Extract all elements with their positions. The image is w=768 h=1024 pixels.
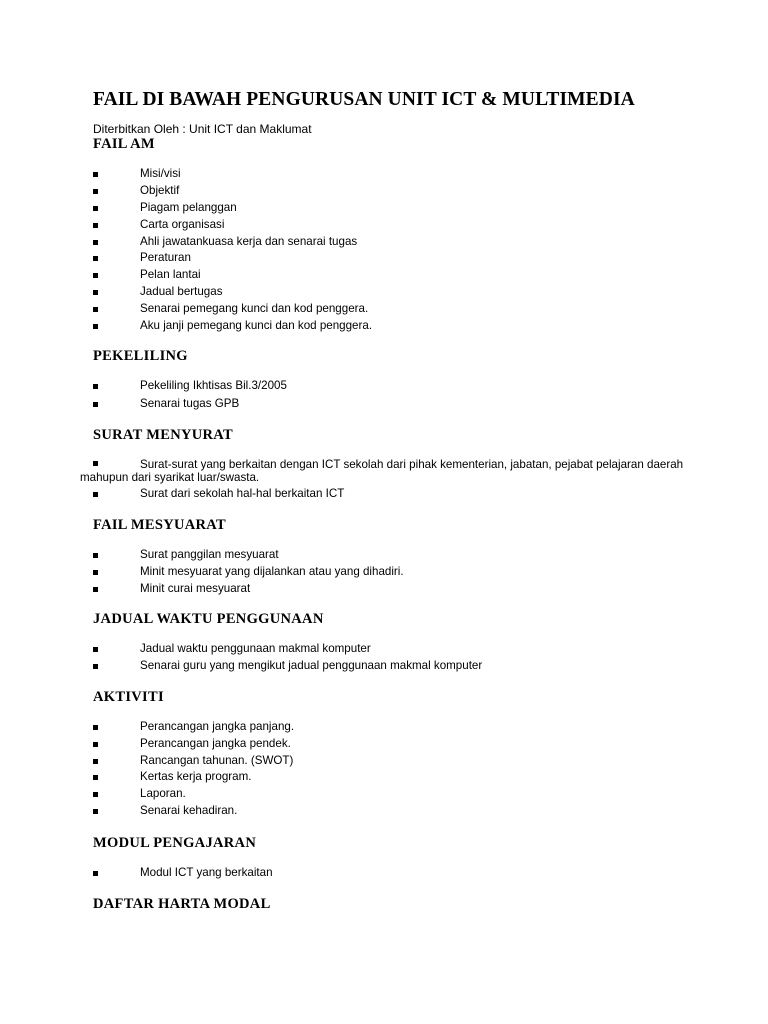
section-heading-jadual-waktu: JADUAL WAKTU PENGGUNAAN: [93, 611, 324, 627]
publisher-line: Diterbitkan Oleh : Unit ICT dan Maklumat: [93, 122, 312, 136]
section-heading-modul-pengajaran: MODUL PENGAJARAN: [93, 835, 257, 851]
section-heading-pekeliling: PEKELILING: [93, 348, 188, 364]
bullet-icon: [93, 384, 98, 389]
bullet-icon: [93, 775, 98, 780]
bullet-icon: [93, 172, 98, 177]
bullet-icon: [93, 273, 98, 278]
bullet-icon: [93, 792, 98, 797]
bullet-icon: [93, 324, 98, 329]
bullet-icon: [93, 809, 98, 814]
section-heading-fail-am: FAIL AM: [93, 136, 155, 152]
bullet-icon: [93, 664, 98, 669]
bullet-icon: [93, 223, 98, 228]
bullet-icon: [93, 492, 98, 497]
bullet-icon: [93, 256, 98, 261]
bullet-icon: [93, 587, 98, 592]
list-item: Surat-surat yang berkaitan dengan ICT sekolah dari pihak kementerian, jabatan, pejabat pelajaran daerah mahupun dari syarikat luar/swasta.: [80, 458, 684, 484]
bullet-icon: [93, 725, 98, 730]
section-heading-daftar-harta: DAFTAR HARTA MODAL: [93, 896, 271, 912]
bullet-icon: [93, 290, 98, 295]
bullet-icon: [93, 307, 98, 312]
bullet-icon: [93, 871, 98, 876]
bullet-icon: [93, 570, 98, 575]
document-title: FAIL DI BAWAH PENGURUSAN UNIT ICT & MULTIMEDIA: [93, 89, 635, 110]
bullet-icon: [93, 647, 98, 652]
bullet-icon: [93, 759, 98, 764]
bullet-icon: [93, 189, 98, 194]
bullet-icon: [93, 402, 98, 407]
section-heading-fail-mesyuarat: FAIL MESYUARAT: [93, 517, 226, 533]
bullet-icon: [93, 461, 98, 466]
bullet-icon: [93, 742, 98, 747]
bullet-icon: [93, 553, 98, 558]
bullet-icon: [93, 240, 98, 245]
bullet-icon: [93, 206, 98, 211]
section-heading-aktiviti: AKTIVITI: [93, 689, 164, 705]
section-heading-surat-menyurat: SURAT MENYURAT: [93, 427, 233, 443]
